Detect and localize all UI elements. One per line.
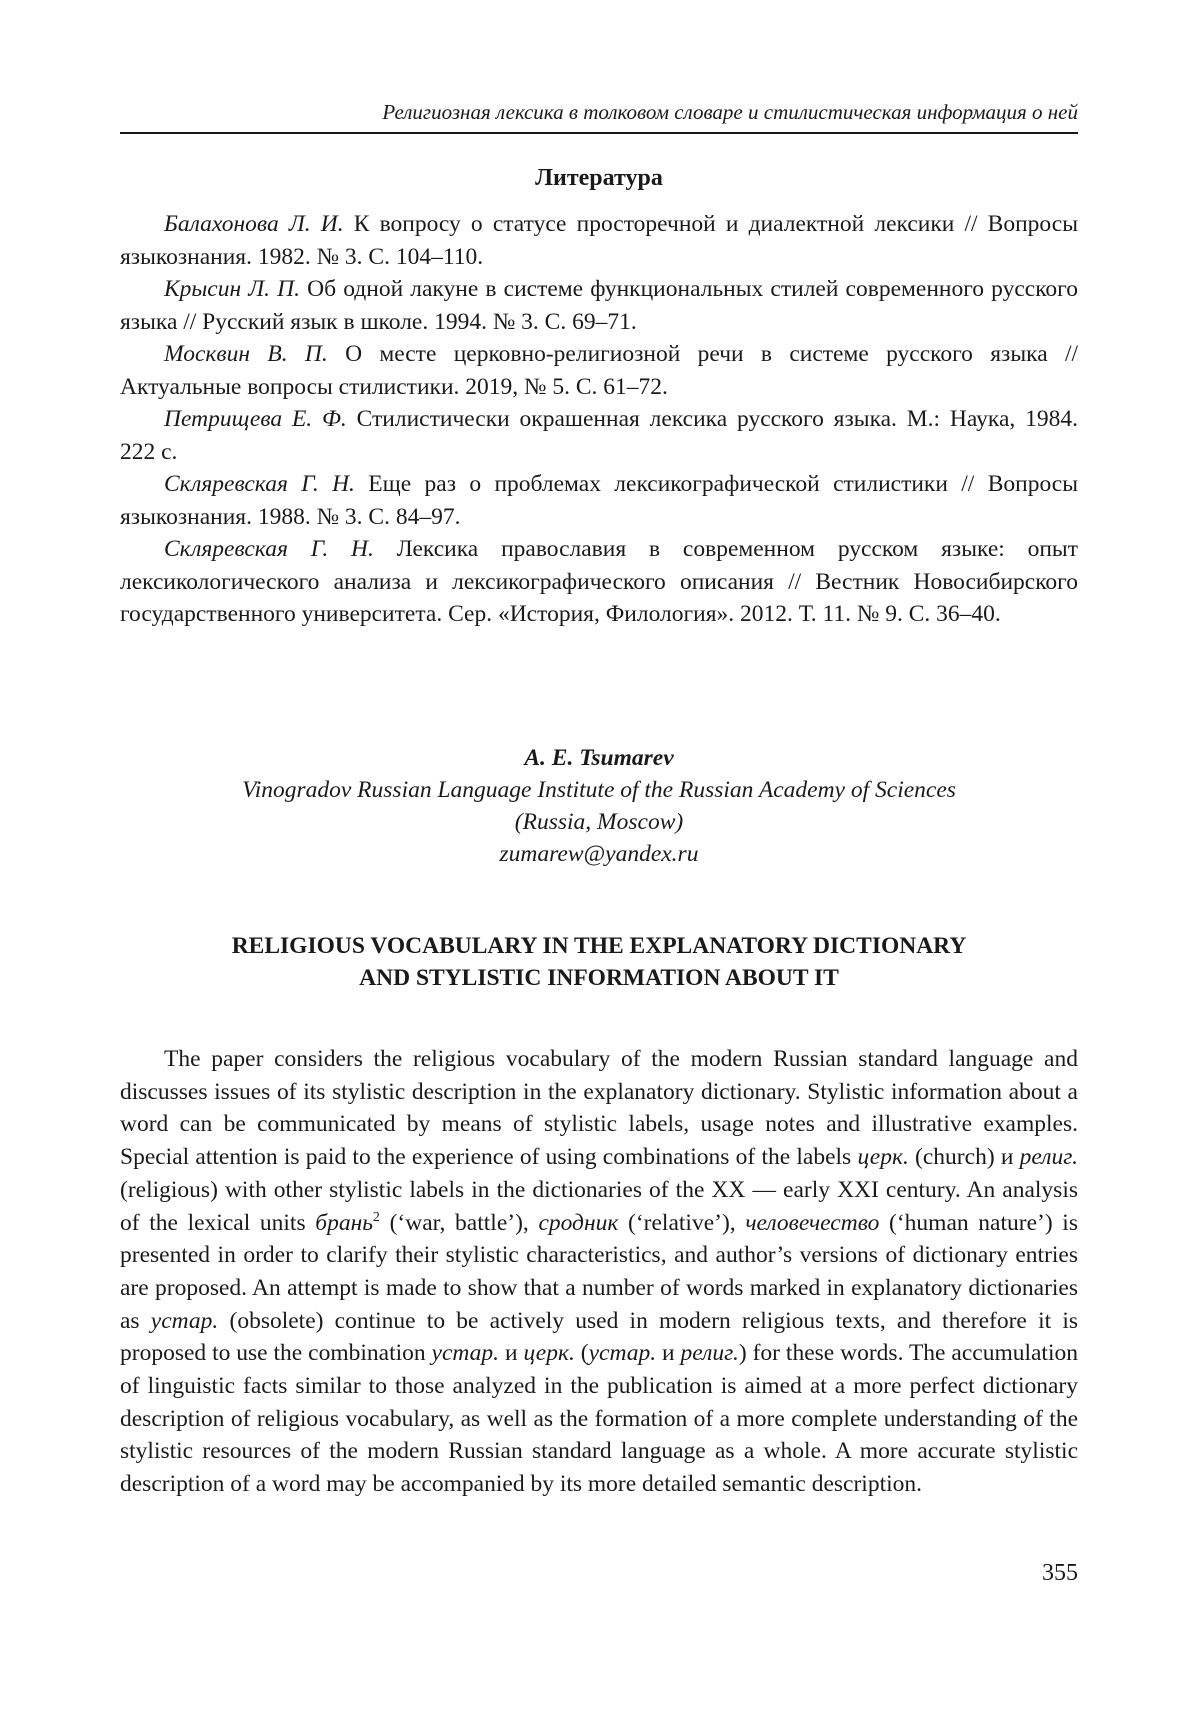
- reference-text: Об одной лакуне в системе функциональных стилей современного русского языка // Русский язык в школе. 1994. № 3. С. 69–71.: [120, 276, 1078, 335]
- header-rule: [120, 132, 1078, 134]
- reference-author: Москвин В. П.: [164, 341, 328, 367]
- author-email: zumarew@yandex.ru: [499, 841, 699, 867]
- reference-item: [120, 208, 1078, 273]
- running-head: Религиозная лексика в толковом словаре и стилистическая информация о ней: [382, 100, 1078, 124]
- term: устар.: [150, 1307, 219, 1334]
- reference-author: Петрищева Е. Ф.: [164, 406, 347, 432]
- reference-text: Стилистически окрашенная лексика русского языка. М.: Наука, 1984. 222 с.: [120, 406, 1078, 465]
- term: сродник: [538, 1209, 619, 1236]
- abstract: The paper considers the religious vocabulary of the modern Russian standard language and discusses issues of its stylistic description in the explanatory dictionary. Stylistic information about a word can be communicated by means of stylistic labels, usage notes and illustrative examples. Special attention is paid to the experience of using combinations of the labels церк. (church) и религ. (religious) with other stylistic labels in the dictionaries of the XX — early XXI century. An analysis of the lexical units брань$^2$ (‘war, battle’), сродник (‘relative’), человечество (‘human nature’) is presented in order to clarify their stylistic characteristics, and author’s versions of dictionary entries are proposed. An attempt is made to show that a number of words marked in explanatory dictionaries as устар. (obsolete) continue to be actively used in modern religious texts, and therefore it is proposed to use the combination устар. и церк. (устар. и религ.) for these words. The accumulation of linguistic facts similar to those analyzed in the publication is aimed at a more perfect dictionary description of religious vocabulary, as well as the formation of a more complete understanding of the stylistic resources of the modern Russian standard language as a whole. A more accurate stylistic description of a word may be accompanied by its more detailed semantic description.: [120, 1046, 1079, 1498]
- author-block: [120, 742, 1078, 870]
- reference-item: [120, 273, 1078, 338]
- article-title: [120, 930, 1078, 994]
- superscript: 2: [372, 1209, 380, 1225]
- references-list: [120, 208, 1078, 631]
- literature-title: Литература: [535, 165, 663, 191]
- reference-item: [120, 533, 1078, 631]
- reference-text: К вопросу о статусе просторечной и диалектной лексики // Вопросы языкознания. 1982. № 3. С. 104–110.: [120, 211, 1078, 270]
- reference-author: Скляревская Г. Н.: [164, 471, 355, 497]
- author-name: A. E. Tsumarev: [524, 745, 674, 771]
- reference-text: Лексика православия в современном русском языке: опыт лексикологического анализа и лексикографического описания // Вестник Новосибирского государственного университета. Сер. «История, Филология». 2012. Т. 11. № 9. С. 36–40.: [120, 536, 1078, 627]
- term: человечество: [745, 1209, 880, 1236]
- page-number: 355: [1042, 1560, 1078, 1586]
- term: устар.: [588, 1340, 657, 1367]
- term: церк.: [523, 1340, 575, 1367]
- reference-text: Еще раз о проблемах лексикографической стилистики // Вопросы языкознания. 1988. № 3. С. 84–97.: [120, 471, 1078, 530]
- reference-item: [120, 468, 1078, 533]
- term: церк.: [857, 1144, 909, 1171]
- reference-author: Балахонова Л. И.: [164, 211, 344, 237]
- author-location: (Russia, Moscow): [514, 809, 684, 835]
- article-title-line: AND STYLISTIC INFORMATION ABOUT IT: [359, 965, 839, 991]
- article-title-line: RELIGIOUS VOCABULARY IN THE EXPLANATORY DICTIONARY: [231, 933, 967, 959]
- reference-author: Скляревская Г. Н.: [164, 536, 374, 562]
- term: религ.: [1019, 1144, 1078, 1171]
- term: религ.: [680, 1340, 739, 1367]
- term: устар.: [431, 1340, 500, 1367]
- reference-author: Крысин Л. П.: [164, 276, 301, 302]
- reference-item: [120, 338, 1078, 403]
- author-affiliation: Vinogradov Russian Language Institute of the Russian Academy of Sciences: [242, 777, 956, 803]
- reference-text: О месте церковно-религиозной речи в системе русского языка // Актуальные вопросы стилистики. 2019, № 5. С. 61–72.: [120, 341, 1078, 400]
- term: брань: [315, 1209, 373, 1236]
- reference-item: [120, 403, 1078, 468]
